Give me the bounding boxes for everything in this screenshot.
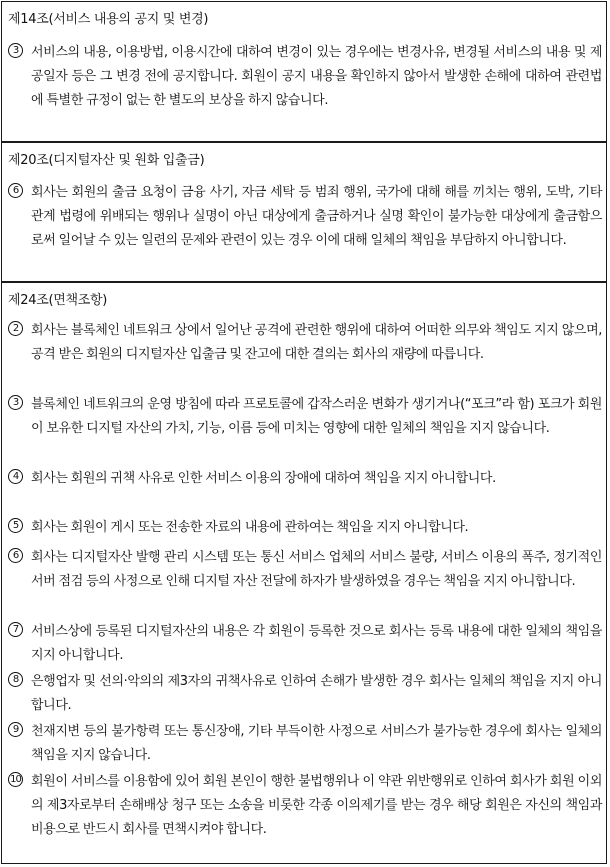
clause-text: 회사는 회원의 귀책 사유로 인한 서비스 이용의 장애에 대하여 책임을 지지 아니합니다. <box>31 471 496 486</box>
section-heading: 제20조(디지털자산 및 원화 입출금) <box>8 153 205 168</box>
section-heading-row <box>1 282 607 313</box>
section-heading: 제14조(서비스 내용의 공지 및 변경) <box>8 12 209 27</box>
section-body-row <box>1 32 607 142</box>
clause-number-badge: 9 <box>8 722 23 737</box>
clause-number-badge: 4 <box>8 469 23 484</box>
clause-number-badge: 5 <box>8 518 23 533</box>
clause-number-badge: 2 <box>8 321 23 336</box>
clause-number-badge: 3 <box>8 395 23 410</box>
section-body-row <box>1 313 607 864</box>
section-heading: 제24조(면책조항) <box>8 293 108 308</box>
clause-text: 회사는 디지털자산 발행 관리 시스템 또는 통신 서비스 업체의 서비스 불량, 서비스 이용의 폭주, 정기적인 서버 점검 등의 사정으로 인해 디지털 자산 전달에 하자가 발생하였을 경우는 책임을 지지 아니합니다. <box>31 550 602 589</box>
clause-text: 블록체인 네트워크의 운영 방침에 따라 프로토콜에 갑작스러운 변화가 생기거나(“포크”라 함) 포크가 회원이 보유한 디지털 자산의 가치, 기능, 이름 등에 미치는 영향에 대한 일체의 책임을 지지 않습니다. <box>31 397 602 436</box>
clause-text: 회사는 회원의 출금 요청이 금융 사기, 자금 세탁 등 범죄 행위, 국가에 대해 해를 끼치는 행위, 도박, 기타 관계 법령에 위배되는 행위나 실명이 아닌 대상에게 출금하거나 실명 확인이 불가능한 대상에게 출금함으로써 일어날 수 있는 일련의 문제와 관련이 있는 경우 이에 대해 일체의 책임을 부담하지 아니합니다. <box>31 185 602 248</box>
section-heading-row <box>1 1 607 32</box>
clause-text: 은행업자 및 선의·악의의 제3자의 귀책사유로 인하여 손해가 발생한 경우 회사는 일체의 책임을 지지 아니합니다. <box>31 674 602 713</box>
terms-document <box>1 1 607 864</box>
clause-text: 회원이 서비스를 이용함에 있어 회원 본인이 행한 불법행위나 이 약관 위반행위로 인하여 회사가 회원 이외의 제3자로부터 손해배상 청구 또는 소송을 비롯한 각종 이의제기를 받는 경우 해당 회원은 자신의 책임과 비용으로 반드시 회사를 면책시켜야 합니다. <box>31 774 602 837</box>
clause-number-badge: 8 <box>8 672 23 687</box>
clause-text: 서비스의 내용, 이용방법, 이용시간에 대하여 변경이 있는 경우에는 변경사유, 변경될 서비스의 내용 및 제공일자 등은 그 변경 전에 공지합니다. 회원이 공지 내용을 확인하지 않아서 발생한 손해에 대하여 관련법에 특별한 규정이 없는 한 별도의 보상을 하지 않습니다. <box>31 45 602 108</box>
clause-number-badge: 10 <box>8 772 23 787</box>
clause-number-badge: 6 <box>8 548 23 563</box>
clause-number-badge: 3 <box>8 43 23 58</box>
clause-number-badge: 6 <box>8 183 23 198</box>
clause-text: 회사는 블록체인 네트워크 상에서 일어난 공격에 관련한 행위에 대하여 어떠한 의무와 책임도 지지 않으며, 공격 받은 회원의 디지털자산 입출금 및 잔고에 대한 결의는 회사의 재량에 따릅니다. <box>31 323 602 362</box>
clause-text: 천재지변 등의 불가항력 또는 통신장애, 기타 부득이한 사정으로 서비스가 불가능한 경우에 회사는 일체의 책임을 지지 않습니다. <box>31 724 602 763</box>
section-body-row <box>1 173 607 282</box>
clause-text: 회사는 회원이 게시 또는 전송한 자료의 내용에 관하여는 책임을 지지 아니합니다. <box>31 520 469 535</box>
clause-text: 서비스상에 등록된 디지털자산의 내용은 각 회원이 등록한 것으로 회사는 등록 내용에 대한 일체의 책임을 지지 아니합니다. <box>31 624 602 663</box>
clause-number-badge: 7 <box>8 622 23 637</box>
section-heading-row <box>1 142 607 173</box>
